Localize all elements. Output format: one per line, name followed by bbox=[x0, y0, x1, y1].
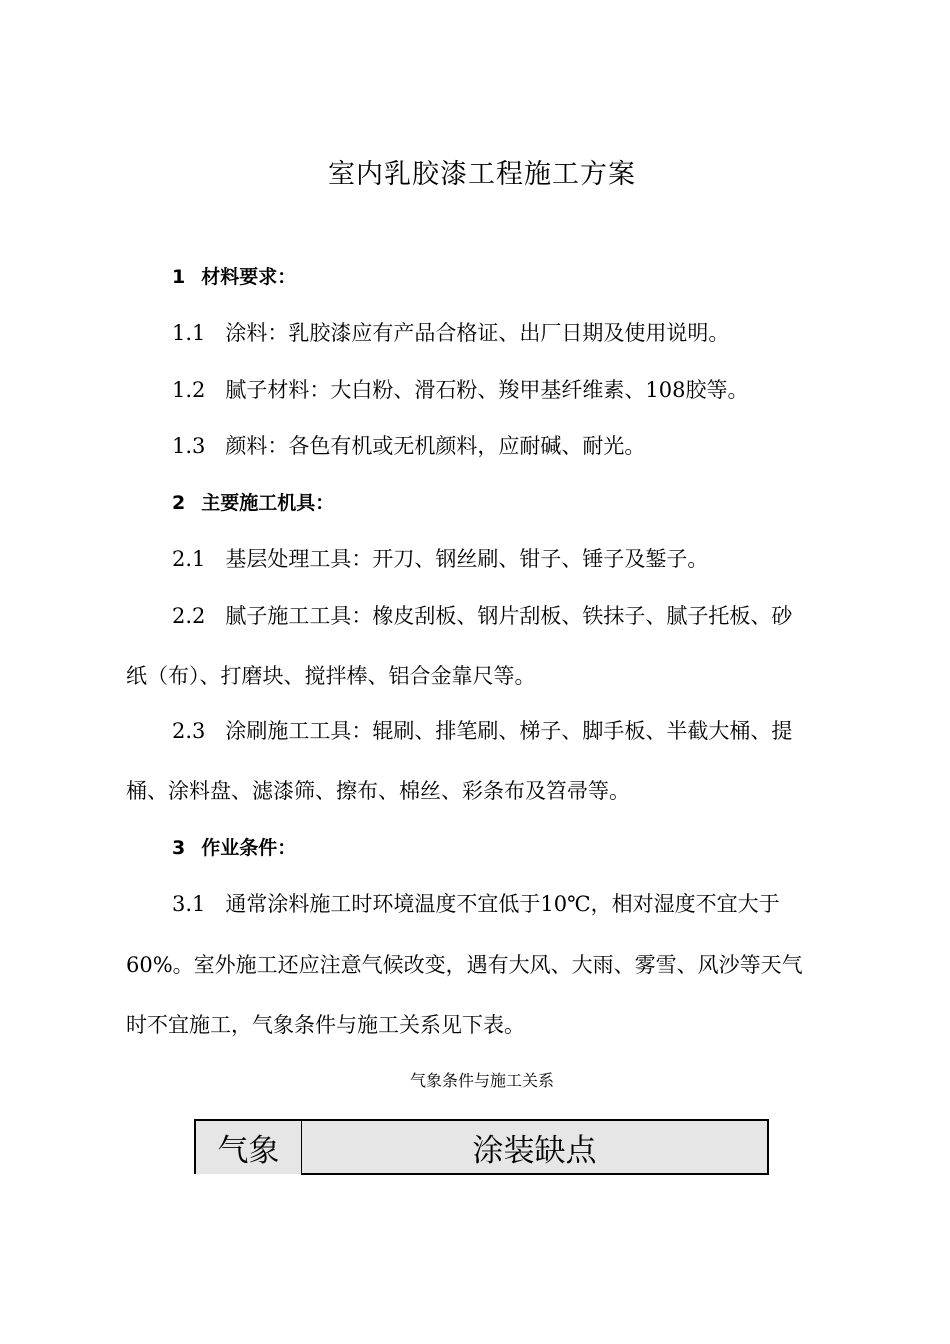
item-text: 涂刷施工工具：辊刷、排笔刷、梯子、脚手板、半截大桶、提 bbox=[225, 719, 793, 743]
item-text: 颜料：各色有机或无机颜料，应耐碱、耐光。 bbox=[225, 434, 646, 458]
section-heading-2 bbox=[172, 488, 334, 518]
item-2-3-continuation: 桶、涂料盘、滤漆筛、擦布、棉丝、彩条布及笤帚等。 bbox=[126, 779, 630, 803]
item-3-1-continuation: 60%。室外施工还应注意气候改变，遇有大风、大雨、雾雪、风沙等天气 bbox=[126, 953, 803, 977]
item-number: 1.2 bbox=[172, 378, 206, 402]
section-number: 1 bbox=[172, 266, 186, 288]
section-heading-3 bbox=[172, 833, 296, 863]
item-1-3 bbox=[172, 431, 645, 461]
item-2-2-continuation: 纸（布）、打磨块、搅拌棒、铝合金靠尺等。 bbox=[126, 664, 536, 688]
item-text: 腻子施工工具：橡皮刮板、钢片刮板、铁抹子、腻子托板、砂 bbox=[225, 604, 793, 628]
item-number: 1.3 bbox=[172, 434, 206, 458]
table-caption: 气象条件与施工关系 bbox=[409, 1071, 554, 1090]
item-text: 涂料：乳胶漆应有产品合格证、出厂日期及使用说明。 bbox=[225, 321, 730, 345]
section-number: 3 bbox=[172, 837, 186, 859]
item-3-1 bbox=[172, 889, 780, 919]
section-number: 2 bbox=[172, 492, 186, 514]
section-heading-text: 材料要求： bbox=[201, 266, 297, 288]
item-number: 2.1 bbox=[172, 547, 206, 571]
item-number: 1.1 bbox=[172, 321, 206, 345]
item-1-1 bbox=[172, 318, 729, 348]
document-title: 室内乳胶漆工程施工方案 bbox=[328, 159, 636, 190]
item-text: 通常涂料施工时环境温度不宜低于10℃，相对湿度不宜大于 bbox=[225, 892, 780, 916]
item-number: 2.3 bbox=[172, 719, 206, 743]
table-header-defects: 涂装缺点 bbox=[302, 1120, 769, 1174]
table-header-row bbox=[195, 1120, 768, 1174]
item-2-3 bbox=[172, 716, 792, 746]
section-heading-text: 主要施工机具： bbox=[201, 492, 335, 514]
item-1-2 bbox=[172, 375, 749, 405]
weather-table bbox=[194, 1119, 769, 1175]
item-text: 腻子材料：大白粉、滑石粉、羧甲基纤维素、108胶等。 bbox=[225, 378, 749, 402]
section-heading-1 bbox=[172, 262, 296, 292]
section-heading-text: 作业条件： bbox=[201, 837, 297, 859]
item-number: 2.2 bbox=[172, 604, 206, 628]
item-3-1-continuation-2: 时不宜施工，气象条件与施工关系见下表。 bbox=[126, 1013, 525, 1037]
table-header-weather: 气象 bbox=[195, 1120, 302, 1174]
item-text: 基层处理工具：开刀、钢丝刷、钳子、锤子及錾子。 bbox=[225, 547, 709, 571]
item-2-1 bbox=[172, 544, 708, 574]
item-2-2 bbox=[172, 601, 792, 631]
item-number: 3.1 bbox=[172, 892, 206, 916]
